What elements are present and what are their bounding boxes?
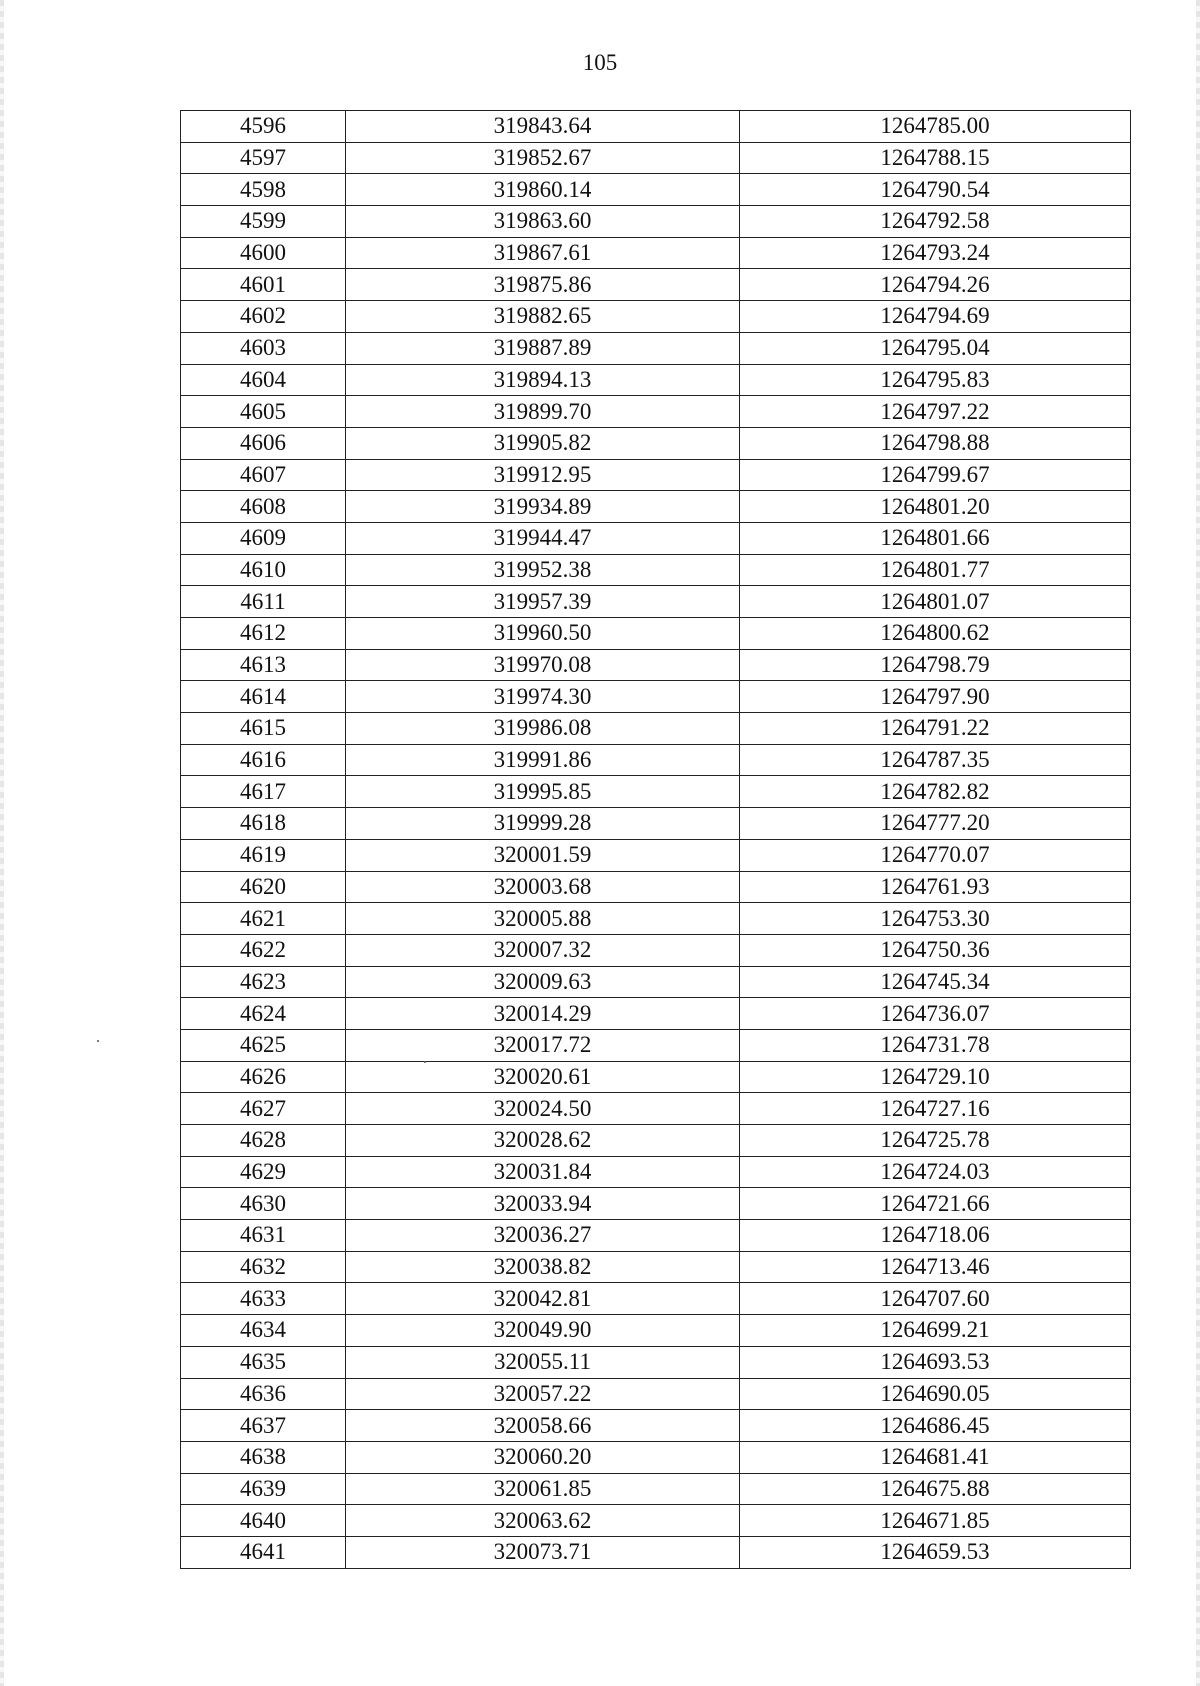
- x-coordinate-cell: 320049.90: [346, 1315, 740, 1347]
- table-row: [181, 1156, 1131, 1188]
- x-coordinate-cell: 319970.08: [346, 649, 740, 681]
- y-coordinate-cell: 1264721.66: [740, 1188, 1131, 1220]
- coordinates-table: [180, 110, 1131, 1569]
- point-number-cell: 4600: [181, 237, 346, 269]
- point-number-cell: 4621: [181, 903, 346, 935]
- table-row: [181, 1378, 1131, 1410]
- point-number-cell: 4609: [181, 522, 346, 554]
- table-row: [181, 776, 1131, 808]
- table-row: [181, 1505, 1131, 1537]
- point-number-cell: 4619: [181, 839, 346, 871]
- point-number-cell: 4605: [181, 396, 346, 428]
- x-coordinate-cell: 320061.85: [346, 1473, 740, 1505]
- x-coordinate-cell: 319991.86: [346, 744, 740, 776]
- y-coordinate-cell: 1264788.15: [740, 142, 1131, 174]
- scan-speck: [424, 1061, 426, 1063]
- y-coordinate-cell: 1264659.53: [740, 1536, 1131, 1568]
- table-row: [181, 301, 1131, 333]
- y-coordinate-cell: 1264693.53: [740, 1346, 1131, 1378]
- point-number-cell: 4614: [181, 681, 346, 713]
- table-row: [181, 1473, 1131, 1505]
- y-coordinate-cell: 1264795.83: [740, 364, 1131, 396]
- page-number: 105: [582, 50, 618, 75]
- table-row: [181, 142, 1131, 174]
- y-coordinate-cell: 1264797.22: [740, 396, 1131, 428]
- table-row: [181, 618, 1131, 650]
- point-number-cell: 4623: [181, 966, 346, 998]
- x-coordinate-cell: 320020.61: [346, 1061, 740, 1093]
- x-coordinate-cell: 319905.82: [346, 427, 740, 459]
- x-coordinate-cell: 320031.84: [346, 1156, 740, 1188]
- y-coordinate-cell: 1264798.88: [740, 427, 1131, 459]
- table-row: [181, 269, 1131, 301]
- y-coordinate-cell: 1264761.93: [740, 871, 1131, 903]
- x-coordinate-cell: 320063.62: [346, 1505, 740, 1537]
- table-row: [181, 1029, 1131, 1061]
- point-number-cell: 4611: [181, 586, 346, 618]
- point-number-cell: 4598: [181, 174, 346, 206]
- y-coordinate-cell: 1264750.36: [740, 934, 1131, 966]
- point-number-cell: 4613: [181, 649, 346, 681]
- x-coordinate-cell: 320033.94: [346, 1188, 740, 1220]
- y-coordinate-cell: 1264782.82: [740, 776, 1131, 808]
- y-coordinate-cell: 1264801.66: [740, 522, 1131, 554]
- x-coordinate-cell: 320005.88: [346, 903, 740, 935]
- x-coordinate-cell: 320014.29: [346, 998, 740, 1030]
- x-coordinate-cell: 320058.66: [346, 1410, 740, 1442]
- point-number-cell: 4603: [181, 332, 346, 364]
- point-number-cell: 4633: [181, 1283, 346, 1315]
- table-row: [181, 111, 1131, 143]
- x-coordinate-cell: 319899.70: [346, 396, 740, 428]
- x-coordinate-cell: 319986.08: [346, 713, 740, 745]
- point-number-cell: 4625: [181, 1029, 346, 1061]
- y-coordinate-cell: 1264681.41: [740, 1441, 1131, 1473]
- point-number-cell: 4612: [181, 618, 346, 650]
- x-coordinate-cell: 319934.89: [346, 491, 740, 523]
- point-number-cell: 4602: [181, 301, 346, 333]
- y-coordinate-cell: 1264727.16: [740, 1093, 1131, 1125]
- point-number-cell: 4610: [181, 554, 346, 586]
- table-row: [181, 808, 1131, 840]
- point-number-cell: 4637: [181, 1410, 346, 1442]
- x-coordinate-cell: 319995.85: [346, 776, 740, 808]
- y-coordinate-cell: 1264777.20: [740, 808, 1131, 840]
- y-coordinate-cell: 1264725.78: [740, 1125, 1131, 1157]
- y-coordinate-cell: 1264791.22: [740, 713, 1131, 745]
- y-coordinate-cell: 1264707.60: [740, 1283, 1131, 1315]
- y-coordinate-cell: 1264799.67: [740, 459, 1131, 491]
- x-coordinate-cell: 319999.28: [346, 808, 740, 840]
- point-number-cell: 4626: [181, 1061, 346, 1093]
- point-number-cell: 4632: [181, 1251, 346, 1283]
- y-coordinate-cell: 1264794.26: [740, 269, 1131, 301]
- point-number-cell: 4636: [181, 1378, 346, 1410]
- table-row: [181, 998, 1131, 1030]
- point-number-cell: 4599: [181, 206, 346, 238]
- point-number-cell: 4618: [181, 808, 346, 840]
- table-row: [181, 966, 1131, 998]
- x-coordinate-cell: 319843.64: [346, 111, 740, 143]
- point-number-cell: 4606: [181, 427, 346, 459]
- y-coordinate-cell: 1264736.07: [740, 998, 1131, 1030]
- x-coordinate-cell: 319957.39: [346, 586, 740, 618]
- point-number-cell: 4616: [181, 744, 346, 776]
- point-number-cell: 4628: [181, 1125, 346, 1157]
- point-number-cell: 4617: [181, 776, 346, 808]
- point-number-cell: 4608: [181, 491, 346, 523]
- x-coordinate-cell: 319974.30: [346, 681, 740, 713]
- x-coordinate-cell: 319912.95: [346, 459, 740, 491]
- scan-edge-right: [1196, 0, 1200, 1686]
- x-coordinate-cell: 319863.60: [346, 206, 740, 238]
- table-row: [181, 554, 1131, 586]
- point-number-cell: 4631: [181, 1220, 346, 1252]
- point-number-cell: 4638: [181, 1441, 346, 1473]
- table-row: [181, 744, 1131, 776]
- table-row: [181, 1536, 1131, 1568]
- point-number-cell: 4635: [181, 1346, 346, 1378]
- table-row: [181, 1220, 1131, 1252]
- x-coordinate-cell: 320055.11: [346, 1346, 740, 1378]
- y-coordinate-cell: 1264729.10: [740, 1061, 1131, 1093]
- x-coordinate-cell: 320009.63: [346, 966, 740, 998]
- table-row: [181, 396, 1131, 428]
- y-coordinate-cell: 1264713.46: [740, 1251, 1131, 1283]
- table-row: [181, 934, 1131, 966]
- x-coordinate-cell: 320017.72: [346, 1029, 740, 1061]
- x-coordinate-cell: 319887.89: [346, 332, 740, 364]
- table-row: [181, 1283, 1131, 1315]
- x-coordinate-cell: 320073.71: [346, 1536, 740, 1568]
- table-row: [181, 1315, 1131, 1347]
- point-number-cell: 4597: [181, 142, 346, 174]
- x-coordinate-cell: 319944.47: [346, 522, 740, 554]
- x-coordinate-cell: 320024.50: [346, 1093, 740, 1125]
- point-number-cell: 4627: [181, 1093, 346, 1125]
- table-row: [181, 903, 1131, 935]
- y-coordinate-cell: 1264792.58: [740, 206, 1131, 238]
- y-coordinate-cell: 1264801.77: [740, 554, 1131, 586]
- y-coordinate-cell: 1264785.00: [740, 111, 1131, 143]
- table-row: [181, 237, 1131, 269]
- x-coordinate-cell: 319960.50: [346, 618, 740, 650]
- scan-edge-left: [0, 0, 4, 1686]
- table-row: [181, 713, 1131, 745]
- x-coordinate-cell: 320042.81: [346, 1283, 740, 1315]
- y-coordinate-cell: 1264797.90: [740, 681, 1131, 713]
- y-coordinate-cell: 1264718.06: [740, 1220, 1131, 1252]
- x-coordinate-cell: 320001.59: [346, 839, 740, 871]
- x-coordinate-cell: 319894.13: [346, 364, 740, 396]
- scan-speck: [97, 1040, 99, 1042]
- point-number-cell: 4629: [181, 1156, 346, 1188]
- table-row: [181, 1410, 1131, 1442]
- point-number-cell: 4601: [181, 269, 346, 301]
- y-coordinate-cell: 1264731.78: [740, 1029, 1131, 1061]
- y-coordinate-cell: 1264770.07: [740, 839, 1131, 871]
- y-coordinate-cell: 1264745.34: [740, 966, 1131, 998]
- y-coordinate-cell: 1264671.85: [740, 1505, 1131, 1537]
- y-coordinate-cell: 1264790.54: [740, 174, 1131, 206]
- point-number-cell: 4604: [181, 364, 346, 396]
- x-coordinate-cell: 319860.14: [346, 174, 740, 206]
- coordinates-table-body: [181, 111, 1131, 1569]
- table-row: [181, 839, 1131, 871]
- table-row: [181, 1061, 1131, 1093]
- x-coordinate-cell: 320036.27: [346, 1220, 740, 1252]
- x-coordinate-cell: 319875.86: [346, 269, 740, 301]
- point-number-cell: 4640: [181, 1505, 346, 1537]
- x-coordinate-cell: 319852.67: [346, 142, 740, 174]
- point-number-cell: 4634: [181, 1315, 346, 1347]
- y-coordinate-cell: 1264793.24: [740, 237, 1131, 269]
- x-coordinate-cell: 320028.62: [346, 1125, 740, 1157]
- point-number-cell: 4624: [181, 998, 346, 1030]
- table-row: [181, 586, 1131, 618]
- table-row: [181, 174, 1131, 206]
- y-coordinate-cell: 1264686.45: [740, 1410, 1131, 1442]
- y-coordinate-cell: 1264724.03: [740, 1156, 1131, 1188]
- table-row: [181, 1346, 1131, 1378]
- point-number-cell: 4622: [181, 934, 346, 966]
- x-coordinate-cell: 319952.38: [346, 554, 740, 586]
- table-row: [181, 522, 1131, 554]
- x-coordinate-cell: 319882.65: [346, 301, 740, 333]
- point-number-cell: 4620: [181, 871, 346, 903]
- y-coordinate-cell: 1264690.05: [740, 1378, 1131, 1410]
- table-row: [181, 1188, 1131, 1220]
- table-row: [181, 364, 1131, 396]
- point-number-cell: 4607: [181, 459, 346, 491]
- x-coordinate-cell: 320003.68: [346, 871, 740, 903]
- y-coordinate-cell: 1264787.35: [740, 744, 1131, 776]
- table-row: [181, 491, 1131, 523]
- y-coordinate-cell: 1264800.62: [740, 618, 1131, 650]
- table-row: [181, 1125, 1131, 1157]
- point-number-cell: 4615: [181, 713, 346, 745]
- point-number-cell: 4641: [181, 1536, 346, 1568]
- table-row: [181, 1093, 1131, 1125]
- point-number-cell: 4639: [181, 1473, 346, 1505]
- y-coordinate-cell: 1264795.04: [740, 332, 1131, 364]
- y-coordinate-cell: 1264699.21: [740, 1315, 1131, 1347]
- table-row: [181, 332, 1131, 364]
- x-coordinate-cell: 319867.61: [346, 237, 740, 269]
- table-row: [181, 681, 1131, 713]
- y-coordinate-cell: 1264675.88: [740, 1473, 1131, 1505]
- point-number-cell: 4630: [181, 1188, 346, 1220]
- y-coordinate-cell: 1264801.20: [740, 491, 1131, 523]
- x-coordinate-cell: 320057.22: [346, 1378, 740, 1410]
- point-number-cell: 4596: [181, 111, 346, 143]
- x-coordinate-cell: 320060.20: [346, 1441, 740, 1473]
- y-coordinate-cell: 1264798.79: [740, 649, 1131, 681]
- table-row: [181, 871, 1131, 903]
- table-row: [181, 1441, 1131, 1473]
- table-row: [181, 1251, 1131, 1283]
- table-row: [181, 459, 1131, 491]
- y-coordinate-cell: 1264753.30: [740, 903, 1131, 935]
- table-row: [181, 649, 1131, 681]
- y-coordinate-cell: 1264794.69: [740, 301, 1131, 333]
- x-coordinate-cell: 320007.32: [346, 934, 740, 966]
- x-coordinate-cell: 320038.82: [346, 1251, 740, 1283]
- y-coordinate-cell: 1264801.07: [740, 586, 1131, 618]
- table-row: [181, 206, 1131, 238]
- table-row: [181, 427, 1131, 459]
